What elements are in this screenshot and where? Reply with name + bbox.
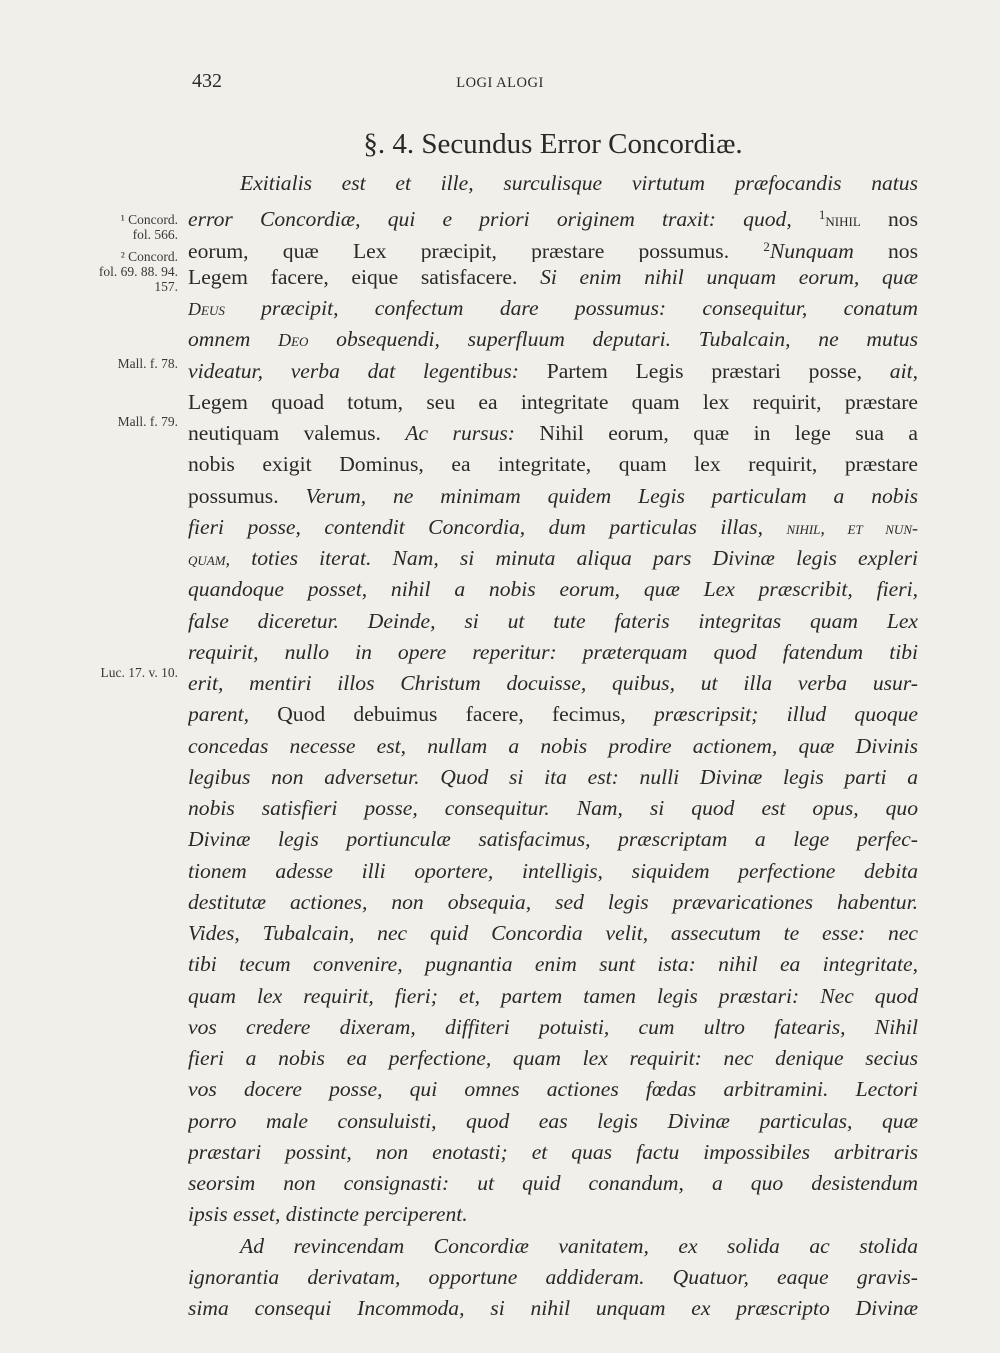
text-line: eorum, quæ Lex præcipit, præstare possumus. $^2$Nunquam nos <box>188 238 918 262</box>
text-line: fieri posse, contendit Concordia, dum particulas illas, nihil, et nun- <box>188 514 918 539</box>
margin-note-concord-1: ¹ Concord. fol. 566. <box>120 212 178 242</box>
text-line: nobis exigit Dominus, ea integritate, quam lex requirit, præstare <box>188 452 918 477</box>
text-line: Legem facere, eique satisfacere. Si enim nihil unquam eorum, quæ <box>188 264 918 289</box>
text-line: quam, toties iterat. Nam, si minuta aliqua pars Divinæ legis expleri <box>188 546 918 570</box>
text-line: error Concordiæ, qui e priori originem traxit: quod, $^1$nihil nos <box>188 207 918 231</box>
text-line: neutiquam valemus. Ac rursus: Nihil eorum, quæ in lege sua a <box>188 421 918 445</box>
text-line: videatur, verba dat legentibus: Partem Legis præstari posse, ait, <box>188 358 918 383</box>
text-line: tibi tecum convenire, pugnantia enim sunt ista: nihil ea integritate, <box>188 952 918 977</box>
text-line: præstari possint, non enotasti; et quas factu impossibiles arbitraris <box>188 1139 918 1164</box>
text-line: nobis satisfieri posse, consequitur. Nam, si quod est opus, quo <box>188 796 918 820</box>
text-line: Ad revincendam Concordiæ vanitatem, ex solida ac stolida <box>240 1233 918 1258</box>
text-line: Legem quoad totum, seu ea integritate quam lex requirit, præstare <box>188 389 918 414</box>
text-line: Divinæ legis portiunculæ satisfacimus, præscriptam a lege perfec- <box>188 827 918 852</box>
text-line: legibus non adversetur. Quod si ita est: nulli Divinæ legis parti a <box>188 764 918 789</box>
margin-note-mall-79: Mall. f. 79. <box>117 414 178 429</box>
text-line: sima consequi Incommoda, si nihil unquam ex præscripto Divinæ <box>188 1296 918 1320</box>
text-line: seorsim non consignasti: ut quid conandum, a quo desistendum <box>188 1171 918 1195</box>
text-line: vos credere dixeram, diffiteri potuisti, cum ultro fatearis, Nihil <box>188 1014 918 1039</box>
running-head: LOGI ALOGI <box>456 75 544 91</box>
margin-note-luc: Luc. 17. v. 10. <box>100 665 178 680</box>
body-text <box>188 168 918 1324</box>
text-line: destitutæ actiones, non obsequia, sed legis prævaricationes habentur. <box>188 889 918 914</box>
text-line: Exitialis est et ille, surculisque virtutum præfocandis natus <box>240 171 918 195</box>
margin-note-concord-2: ² Concord. fol. 69. 88. 94. 157. <box>98 249 178 294</box>
text-line: erit, mentiri illos Christum docuisse, quibus, ut illa verba usur- <box>188 671 918 695</box>
text-line: Deus præcipit, confectum dare possumus: consequitur, conatum <box>188 296 918 320</box>
text-line: ipsis esset, distincte perciperent. <box>188 1202 468 1227</box>
text-line: false diceretur. Deinde, si ut tute fateris integritas quam Lex <box>188 608 918 633</box>
marginalia <box>0 0 188 1353</box>
page-number: 432 <box>192 70 222 92</box>
text-line: quam lex requirit, fieri; et, partem tamen legis præstari: Nec quod <box>188 983 918 1008</box>
text-line: parent, Quod debuimus facere, fecimus, præscripsit; illud quoque <box>188 702 918 727</box>
text-line: tionem adesse illi oportere, intelligis, siquidem perfectione debita <box>188 858 918 883</box>
text-line: Vides, Tubalcain, nec quid Concordia velit, assecutum te esse: nec <box>188 921 918 945</box>
text-line: fieri a nobis ea perfectione, quam lex requirit: nec denique secius <box>188 1046 918 1070</box>
text-line: concedas necesse est, nullam a nobis prodire actionem, quæ Divinis <box>188 733 918 758</box>
section-title: §. 4. Secundus Error Concordiæ. <box>363 128 743 160</box>
text-line: ignorantia derivatam, opportune addideram. Quatuor, eaque gravis- <box>188 1264 918 1289</box>
text-line: quandoque posset, nihil a nobis eorum, quæ Lex præscribit, fieri, <box>188 577 918 602</box>
text-line: possumus. Verum, ne minimam quidem Legis particulam a nobis <box>188 483 918 508</box>
text-line: requirit, nullo in opere reperitur: præterquam quod fatendum tibi <box>188 639 918 664</box>
margin-note-mall-78: Mall. f. 78. <box>117 356 178 371</box>
text-line: vos docere posse, qui omnes actiones fœdas arbitramini. Lectori <box>188 1077 918 1102</box>
text-line: omnem Deo obsequendi, superfluum deputari. Tubalcain, ne mutus <box>188 327 918 352</box>
text-line: porro male consuluisti, quod eas legis Divinæ particulas, quæ <box>188 1108 918 1133</box>
